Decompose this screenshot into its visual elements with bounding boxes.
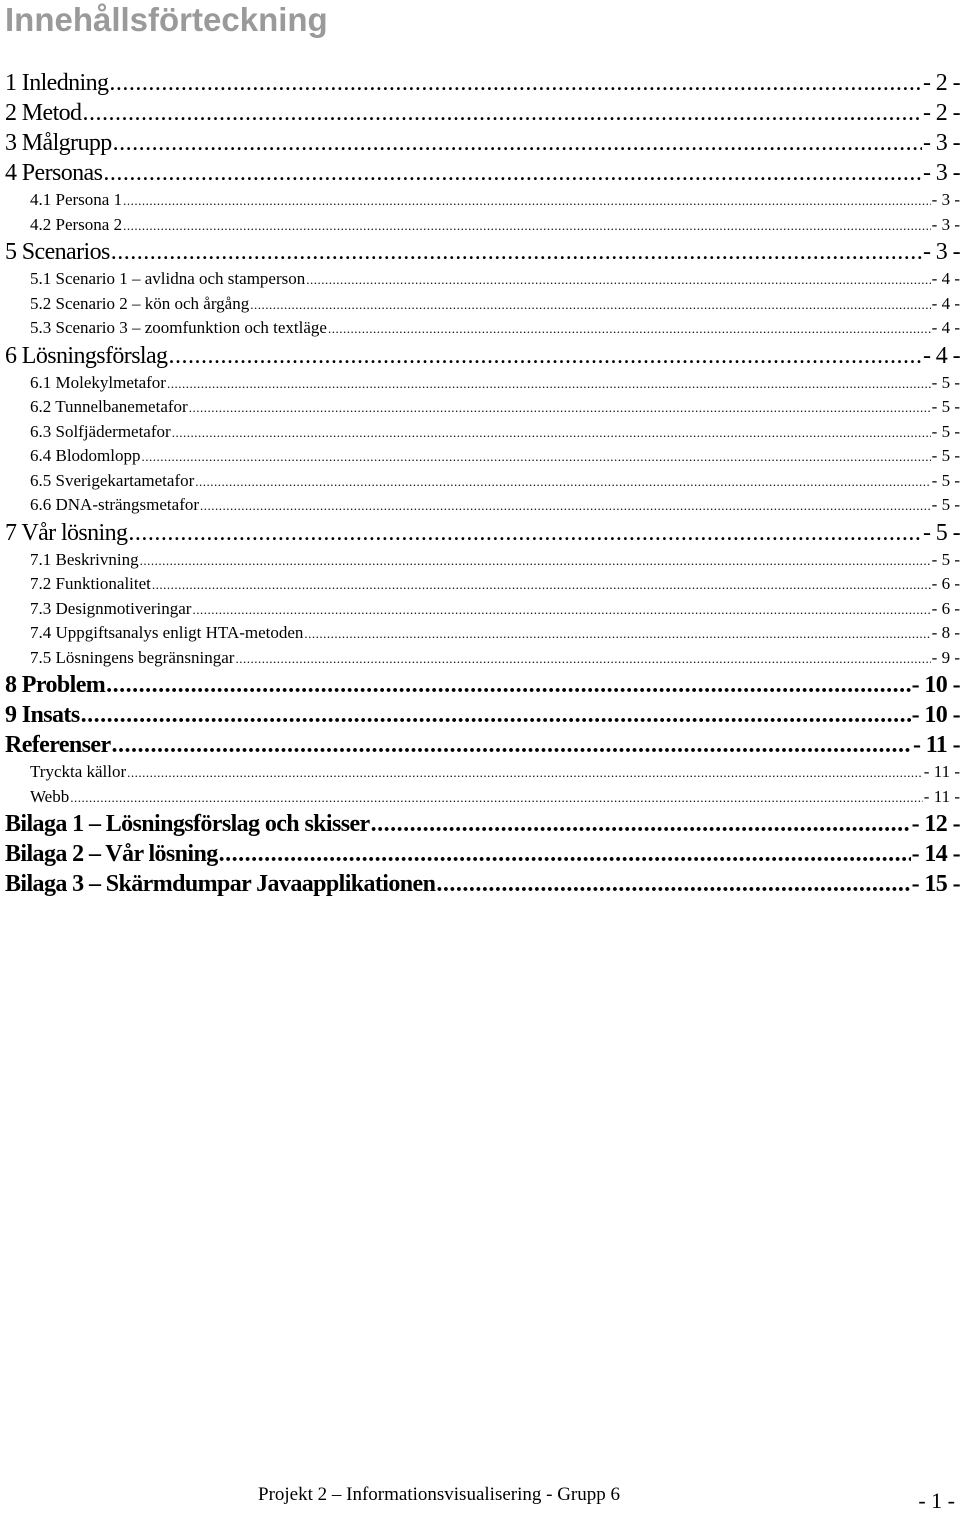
toc-entry[interactable] xyxy=(5,670,960,700)
toc-entry[interactable] xyxy=(5,700,960,730)
toc-dot-leader xyxy=(152,572,931,598)
toc-dot-leader xyxy=(189,395,931,421)
toc-dot-leader xyxy=(142,444,931,470)
toc-entry-page: - 3 - xyxy=(923,160,960,186)
toc-entry-label: 8 Problem xyxy=(5,672,106,698)
toc-dot-leader xyxy=(436,869,910,899)
toc-entry-label: 4 Personas xyxy=(5,160,103,186)
toc-entry-label: 4.1 Persona 1 xyxy=(30,190,123,209)
toc-entry[interactable] xyxy=(5,188,960,213)
toc-entry-page: - 11 - xyxy=(923,762,960,781)
toc-entry-page: - 5 - xyxy=(923,519,960,546)
toc-entry-page: - 3 - xyxy=(931,190,960,209)
toc-entry-page: - 11 - xyxy=(923,786,960,806)
toc-entry-page: - 5 - xyxy=(931,397,960,416)
toc-entry[interactable] xyxy=(5,98,960,128)
toc-entry-page: - 5 - xyxy=(931,372,960,392)
toc-entry-page: - 10 - xyxy=(911,702,960,728)
toc-entry-label: 7 Vår lösning xyxy=(5,519,128,546)
toc-dot-leader xyxy=(167,371,931,397)
toc-entry[interactable] xyxy=(5,809,960,839)
toc-dot-leader xyxy=(123,213,931,239)
toc-entry-page: - 2 - xyxy=(923,100,960,126)
table-of-contents xyxy=(5,68,960,899)
toc-dot-leader xyxy=(81,700,911,730)
toc-entry-label: 9 Insats xyxy=(5,702,80,728)
toc-entry[interactable] xyxy=(5,128,960,158)
toc-dot-leader xyxy=(109,68,922,98)
toc-entry-page: - 5 - xyxy=(931,549,960,569)
toc-entry[interactable] xyxy=(5,341,960,371)
toc-entry[interactable] xyxy=(5,371,960,396)
toc-entry[interactable] xyxy=(5,621,960,646)
toc-entry-page: - 3 - xyxy=(923,239,960,265)
toc-entry-label: 2 Metod xyxy=(5,100,82,126)
toc-dot-leader xyxy=(195,469,930,495)
toc-entry-page: - 8 - xyxy=(931,623,960,642)
toc-dot-leader xyxy=(328,316,931,342)
toc-entry-page: - 4 - xyxy=(923,342,960,369)
toc-entry[interactable] xyxy=(5,68,960,98)
toc-entry[interactable] xyxy=(5,548,960,573)
page-footer xyxy=(0,1484,960,1512)
toc-entry-label: 7.2 Funktionalitet xyxy=(30,574,151,593)
toc-entry-page: - 2 - xyxy=(923,70,960,96)
toc-entry-label: 6.2 Tunnelbanemetafor xyxy=(30,397,188,416)
toc-dot-leader xyxy=(103,158,922,188)
toc-entry-label: 5.1 Scenario 1 – avlidna och stamperson xyxy=(30,269,306,288)
toc-entry-page: - 6 - xyxy=(931,598,960,618)
toc-dot-leader xyxy=(168,341,922,371)
toc-entry-page: - 11 - xyxy=(912,732,960,758)
toc-dot-leader xyxy=(106,670,910,700)
toc-dot-leader xyxy=(200,493,931,519)
toc-entry[interactable] xyxy=(5,267,960,292)
toc-dot-leader xyxy=(123,188,931,214)
toc-entry[interactable] xyxy=(5,469,960,494)
toc-entry-label: 6.4 Blodomlopp xyxy=(30,446,141,465)
toc-entry-page: - 3 - xyxy=(923,130,960,156)
toc-entry-label: 5 Scenarios xyxy=(5,239,110,265)
toc-entry[interactable] xyxy=(5,597,960,622)
toc-dot-leader xyxy=(82,98,922,128)
toc-entry[interactable] xyxy=(5,785,960,810)
toc-entry-label: 7.4 Uppgiftsanalys enligt HTA-metoden xyxy=(30,623,304,642)
toc-entry[interactable] xyxy=(5,444,960,469)
toc-entry-label: Tryckta källor xyxy=(30,762,127,781)
toc-entry-label: 6 Lösningsförslag xyxy=(5,342,168,369)
toc-entry[interactable] xyxy=(5,420,960,445)
toc-dot-leader xyxy=(112,730,912,760)
toc-entry[interactable] xyxy=(5,158,960,188)
toc-entry-label: 7.3 Designmotiveringar xyxy=(30,598,192,618)
toc-entry[interactable] xyxy=(5,572,960,597)
toc-entry[interactable] xyxy=(5,213,960,238)
toc-dot-leader xyxy=(128,518,922,548)
toc-entry[interactable] xyxy=(5,730,960,760)
toc-dot-leader xyxy=(113,128,922,158)
toc-dot-leader xyxy=(140,548,931,574)
toc-dot-leader xyxy=(127,760,923,786)
toc-entry-page: - 9 - xyxy=(931,647,960,667)
toc-entry-label: 6.1 Molekylmetafor xyxy=(30,372,166,392)
toc-entry-label: Referenser xyxy=(5,732,111,758)
toc-entry-label: 5.3 Scenario 3 – zoomfunktion och textläge xyxy=(30,318,327,337)
toc-entry[interactable] xyxy=(5,237,960,267)
toc-entry-label: Webb xyxy=(30,786,70,806)
toc-entry-label: 3 Målgrupp xyxy=(5,130,112,156)
toc-entry-label: 6.6 DNA-strängsmetafor xyxy=(30,495,200,514)
toc-dot-leader xyxy=(304,621,930,647)
toc-entry-label: Bilaga 1 – Lösningsförslag och skisser xyxy=(5,811,370,837)
toc-dot-leader xyxy=(192,597,930,623)
toc-entry-page: - 4 - xyxy=(931,318,960,337)
toc-dot-leader xyxy=(250,292,930,318)
toc-dot-leader xyxy=(111,237,922,267)
toc-entry-page: - 5 - xyxy=(931,495,960,514)
toc-entry[interactable] xyxy=(5,493,960,518)
toc-entry-label: 4.2 Persona 2 xyxy=(30,214,123,234)
page-title: Innehållsförteckning xyxy=(5,1,328,38)
toc-entry-label: 6.3 Solfjädermetafor xyxy=(30,421,171,441)
toc-dot-leader xyxy=(172,420,931,446)
toc-entry[interactable] xyxy=(5,395,960,420)
toc-entry-label: 5.2 Scenario 2 – kön och årgång xyxy=(30,293,250,313)
toc-dot-leader xyxy=(70,785,923,811)
toc-entry-label: 6.5 Sverigekartametafor xyxy=(30,470,195,490)
toc-entry-label: Bilaga 2 – Vår lösning xyxy=(5,841,218,867)
toc-dot-leader xyxy=(219,839,911,869)
toc-entry-page: - 10 - xyxy=(911,672,960,698)
toc-entry-page: - 5 - xyxy=(931,421,960,441)
toc-entry-page: - 12 - xyxy=(911,811,960,837)
toc-dot-leader xyxy=(371,809,911,839)
toc-entry-page: - 6 - xyxy=(931,574,960,593)
toc-entry[interactable] xyxy=(5,869,960,899)
footer-page-number: - 1 - xyxy=(918,1488,955,1513)
toc-entry-label: 7.5 Lösningens begränsningar xyxy=(30,647,235,667)
toc-dot-leader xyxy=(235,646,930,672)
toc-entry-page: - 15 - xyxy=(911,871,960,897)
toc-entry-page: - 5 - xyxy=(931,446,960,465)
toc-entry-label: 1 Inledning xyxy=(5,70,109,96)
toc-entry[interactable] xyxy=(5,518,960,548)
toc-entry-page: - 5 - xyxy=(931,470,960,490)
toc-dot-leader xyxy=(306,267,930,293)
toc-entry-page: - 14 - xyxy=(911,841,960,867)
footer-text: Projekt 2 – Informationsvisualisering - Grupp 6 xyxy=(258,1484,621,1505)
toc-entry[interactable] xyxy=(5,646,960,671)
toc-entry-page: - 4 - xyxy=(931,269,960,288)
toc-entry[interactable] xyxy=(5,316,960,341)
toc-entry-page: - 3 - xyxy=(931,214,960,234)
toc-entry-page: - 4 - xyxy=(931,293,960,313)
toc-entry[interactable] xyxy=(5,292,960,317)
toc-entry-label: Bilaga 3 – Skärmdumpar Javaapplikationen xyxy=(5,871,436,897)
toc-entry[interactable] xyxy=(5,839,960,869)
toc-entry-label: 7.1 Beskrivning xyxy=(30,549,139,569)
toc-entry[interactable] xyxy=(5,760,960,785)
